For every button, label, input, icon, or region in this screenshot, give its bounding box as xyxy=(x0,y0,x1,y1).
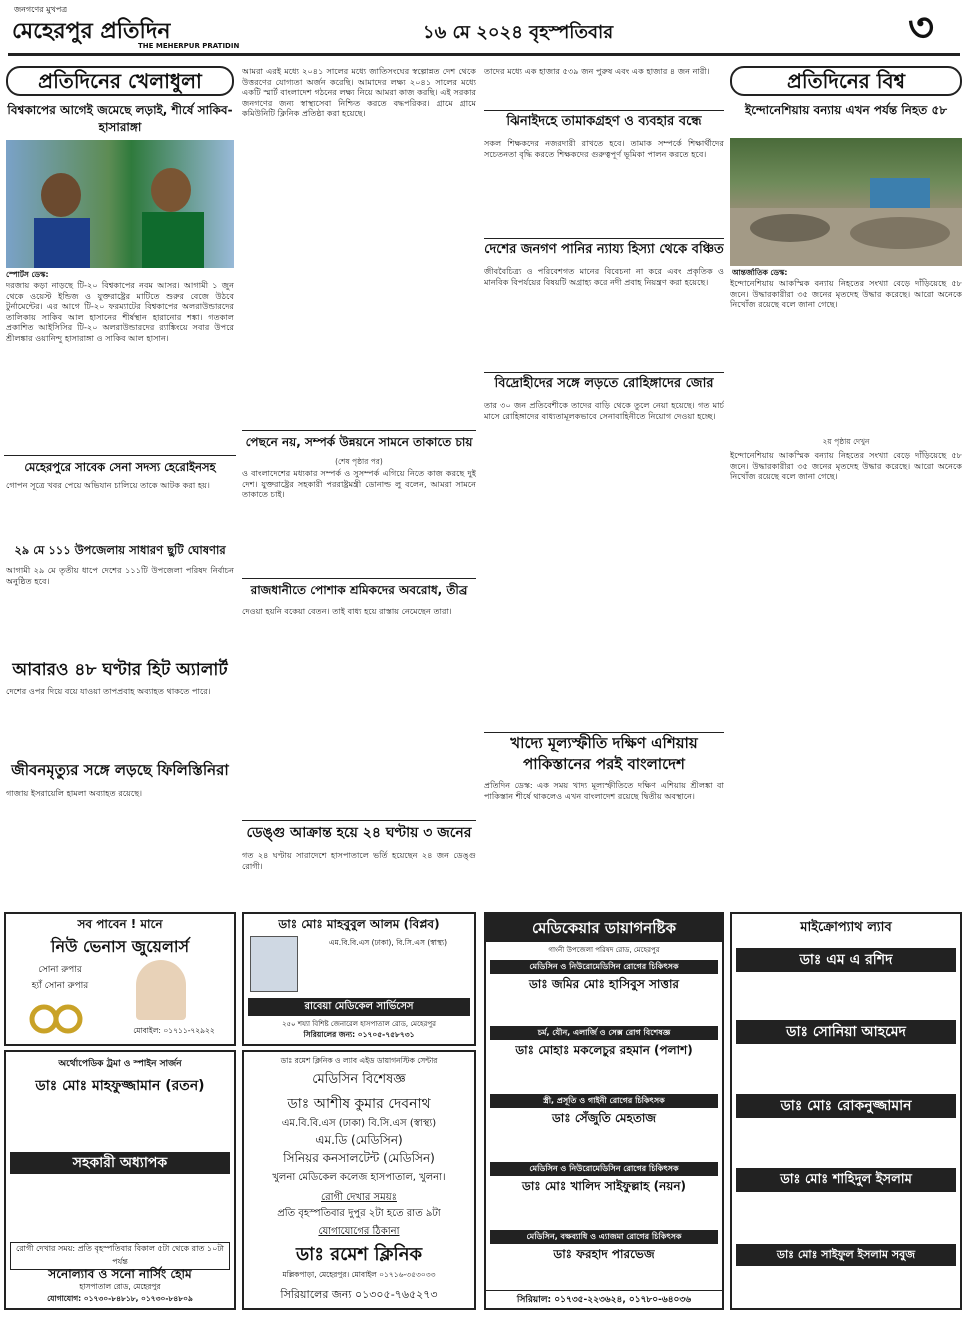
ortho-name: ডাঃ মোঃ মাহফুজ্জামান (রতন) xyxy=(35,1078,205,1094)
col3-headline-3: বিদ্রোহীদের সঙ্গে লড়তে রোহিঙ্গাদের জোর xyxy=(484,372,724,396)
microlab-title: মাইক্রোপ্যাথ ল্যাব xyxy=(800,920,892,935)
col2-body2: ও বাংলাদেশের মধ্যকার সম্পর্ক ও সুসম্পর্ক এগিয়ে নিতে কাজ করছে দুই দেশ। যুক্তরাষ্ট্রের সহকারী পররাষ্ট্রমন্ত্রী ডোনাল্ড লু বলেন, আমরা সামনে তাকাতে চাই। xyxy=(242,468,476,500)
world-body-2: ইন্দোনেশিয়ায় আকস্মিক বন্যায় নিহতের সংখ্যা বেড়ে দাঁড়িয়েছে ৫৮ জনে। উদ্ধারকারীরা ৩৫ জনের মৃতদেহ উদ্ধার করেছে। আরো অনেকে নিখোঁজ রয়েছে বলে জানা গেছে। xyxy=(730,450,962,482)
left-body-4: গাজায় ইসরায়েলি হামলা অব্যাহত রয়েছে। xyxy=(6,788,143,798)
ortho-top: অর্থোপেডিক ট্রমা ও স্পাইন সার্জন xyxy=(58,1059,182,1069)
col2-body: আমরা এরই মধ্যে ২০৪১ সালের মধ্যে জাতিসংঘের স্বল্পোন্নত দেশ থেকে উত্তরণের যোগ্যতা অর্জন করেছি। আমাদের লক্ষ্য ২০৪১ সালের মধ্যে একটি স্মার্ট বাংলাদেশ গঠনের লক্ষ্য নিয়ে আমরা কাজ করছি। এই সরকার জনগণের জন্য স্বাস্থ্যসেবা নিশ্চিত করতে বদ্ধপরিকর। গ্রামে গ্রামে কমিউনিটি ক্লিনিক প্রতিষ্ঠা করা হয়েছে। xyxy=(242,66,476,119)
ortho-ad xyxy=(4,1050,236,1310)
center-headline-1: রাজধানীতে পোশাক শ্রমিকদের অবরোধ, তীব্র xyxy=(242,578,476,602)
paper-name-en: THE MEHERPUR PRATIDIN xyxy=(138,42,240,50)
doctor1-serial: সিরিয়ালের জন্য: ০১৭০৫-৭৫৮৭৩১ xyxy=(303,1030,415,1039)
microlab-ad xyxy=(730,912,962,1310)
owner-photo xyxy=(136,960,186,1020)
doctor2-time-label: রোগী দেখার সময়ঃ xyxy=(321,1192,397,1203)
world-section-title: প্রতিদিনের বিশ্ব xyxy=(730,66,962,96)
left-headline-1: মেহেরপুরে সাবেক সেনা সদস্য হেরোইনসহ xyxy=(24,460,216,474)
left-body-1: গোপন সূত্রে খবর পেয়ে অভিযান চালিয়ে তাকে আটক করা হয়। xyxy=(6,480,210,490)
doctor2-deg1: এম.বি.বি.এস (ঢাকা) বি.সি.এস (স্বাস্থ্য) xyxy=(281,1118,437,1129)
doctor1-degree: এম.বি.বি.এস (ঢাকা), বি.সি.এস (স্বাস্থ্য) xyxy=(328,938,448,947)
col3-headline-4: খাদ্যে মূল্যস্ফীতি দক্ষিণ এশিয়ায় পাকিস্তানের পরই বাংলাদেশ xyxy=(484,732,724,776)
doctor2-serial: সিরিয়ালের জন্য ০১৩০৫-৭৬৫২৭৩ xyxy=(280,1288,438,1301)
diagnostic-sec5: মেডিসিন, বক্ষব্যাধি ও এ্যাজমা রোগের চিকিৎসক xyxy=(490,1230,718,1244)
doctor1-name: ডাঃ মোঃ মাহবুবুল আলম (বিপ্লব) xyxy=(278,917,440,931)
rings-icon xyxy=(16,1004,106,1034)
diagnostic-title: মেডিকেয়ার ডায়াগনষ্টিক xyxy=(486,914,722,942)
sports-desk: স্পোর্টস ডেস্ক: xyxy=(6,270,49,279)
doctor2-ad xyxy=(242,1050,476,1310)
diagnostic-sec2: চর্ম, যৌন, এলার্জি ও সেক্স রোগ বিশেষজ্ঞ xyxy=(490,1026,718,1040)
col3-body-2: জীববৈচিত্র্য ও পরিবেশগত মানের বিবেচনা না করে এবং প্রকৃতিক ও মানবিক বিপর্যয়ের বিষয়টি অগ্রাহ্য করে নদী প্রবাহ নিয়ন্ত্রণ করা হয়েছে। xyxy=(484,266,724,287)
world-body: ইন্দোনেশিয়ায় আকস্মিক বন্যায় নিহতের সংখ্যা বেড়ে দাঁড়িয়েছে ৫৮ জনে। উদ্ধারকারীরা ৩৫ জনের মৃতদেহ উদ্ধার করেছে। আরো অনেকে নিখোঁজ রয়েছে বলে জানা গেছে। xyxy=(730,278,962,310)
col3-headline-2: দেশের জনগণ পানির ন্যায্য হিস্যা থেকে বঞ্চিত xyxy=(484,238,724,262)
center-body-1: দেওয়া হয়নি বকেয়া বেতন। তাই বাধ্য হয়ে রাস্তায় নেমেছেন তারা। xyxy=(242,606,452,616)
masthead xyxy=(8,4,960,56)
jewellers-top: সব পাবেন ! মানে xyxy=(77,917,163,931)
diagnostic-doc4: ডাঃ মোঃ খালিদ সাইফুল্লাহ (নয়ন) xyxy=(522,1179,686,1193)
sports-body: দরজায় কড়া নাড়ছে টি-২০ বিশ্বকাপের নবম আসর। আগামী ১ জুন থেকে ওয়েস্ট ইন্ডিজ ও যুক্তরাষ্ট্রের মাটিতে শুরুর বেজে উঠবে টুর্নামেন্টের। এর আগে টি-২০ ফরম্যাটের বিশ্বকাপের অলরাউন্ডারদের তালিকায় সাকিব আল হাসানের শীর্ষস্থান হারানোর শঙ্কা। গতকাল প্রকাশিত আইসিসির টি-২০ অলরাউন্ডারদের র‍্যাঙ্কিংয়ে সবার উপরে শ্রীলঙ্কার ওয়ানিন্দু হাসারাঙ্গা ও সাকিব আল হাসান। xyxy=(6,280,234,343)
world-desk: আন্তর্জাতিক ডেস্ক: xyxy=(732,268,788,277)
ortho-address: হাসপাতাল রোড, মেহেরপুর xyxy=(79,1282,161,1291)
doctor2-name: ডাঃ আশীষ কুমার দেবনাথ xyxy=(287,1096,431,1112)
cricketers-image xyxy=(6,140,234,268)
microlab-doc3: ডাঃ মোঃ রোকনুজ্জামান xyxy=(736,1094,956,1118)
jewellers-phone: মোবাইল: ০১৭১১-৭২৯২২ xyxy=(133,1026,215,1035)
diagnostic-doc3: ডাঃ সেঁজুতি মেহতাজ xyxy=(551,1111,657,1125)
sports-section-title: প্রতিদিনের খেলাধুলা xyxy=(6,66,234,96)
left-body-2: আগামী ২৯ মে তৃতীয় ধাপে দেশের ১১১টি উপজেলা পরিষদ নির্বাচন অনুষ্ঠিত হবে। xyxy=(6,565,234,586)
ortho-phone: যোগাযোগ: ০১৭৩০-৮৪৮১৮, ০১৭৩০-৮৪৮০৯ xyxy=(47,1294,193,1303)
doctor2-hosp: খুলনা মেডিকেল কলেজ হাসপাতাল, খুলনা। xyxy=(272,1172,446,1183)
microlab-doc1: ডাঃ এম এ রশিদ xyxy=(736,948,956,972)
flood-image xyxy=(730,138,962,266)
diagnostic-subtitle: গাংনী উপজেলা পরিষদ রোড, মেহেরপুর xyxy=(548,946,660,954)
ortho-schedule: রোগী দেখার সময়: প্রতি বৃহস্পতিবার বিকাল ৫টা থেকে রাত ১০টা পর্যন্ত xyxy=(10,1242,230,1270)
doctor2-contact-label: যোগাযোগের ঠিকানা xyxy=(318,1226,400,1237)
microlab-doc5: ডাঃ মোঃ সাইফুল ইসলাম সবুজ xyxy=(736,1244,956,1266)
ortho-title: সহকারী অধ্যাপক xyxy=(10,1152,230,1174)
doctor2-time: প্রতি বৃহস্পতিবার দুপুর ২টা হতে রাত ৯টা xyxy=(277,1208,441,1219)
jewellers-line1: সোনা রুপার xyxy=(38,965,82,975)
doctor1-ad xyxy=(242,912,476,1046)
center-headline-2: ডেঙ্গু আক্রান্ত হয়ে ২৪ ঘণ্টায় ৩ জনের xyxy=(242,820,476,846)
left-body-3: দেশের ওপর দিয়ে বয়ে যাওয়া তাপপ্রবাহ অব্যাহত থাকতে পারে। xyxy=(6,686,211,696)
ortho-clinic: সনোল্যাব ও সনো নার্সিং হোম xyxy=(48,1267,192,1281)
flood-photo xyxy=(730,138,962,266)
world-continue: ২য় পৃষ্ঠায় দেখুন xyxy=(822,437,870,446)
doctor1-photo xyxy=(250,936,298,992)
doctor2-clinic: ডাঃ রমেশ ক্লিনিক xyxy=(295,1244,423,1265)
page-number: ৩ xyxy=(907,5,934,51)
tagline: জনগণের মুখপত্র xyxy=(14,5,68,14)
microlab-doc4: ডাঃ মোঃ শাহিদুল ইসলাম xyxy=(736,1168,956,1192)
diagnostic-doc2: ডাঃ মোহাঃ মকলেচুর রহমান (পলাশ) xyxy=(515,1043,693,1057)
left-headline-4: জীবনমৃত্যুর সঙ্গে লড়ছে ফিলিস্তিনিরা xyxy=(11,761,229,779)
col2-page-ref: (শেষ পৃষ্ঠার পর) xyxy=(335,457,383,466)
diagnostic-doc1: ডাঃ জমির মোঃ হাসিবুস সাত্তার xyxy=(528,977,680,991)
diagnostic-serial: সিরিয়াল: ০১৭৩৫-২২৩৬২৪, ০১৭৮০-৬৪০৩৬ xyxy=(486,1290,722,1308)
col3-top-body: তাদের মধ্যে এক হাজার ৫৩৯ জন পুরুষ এবং এক হাজার ৪ জন নারী। xyxy=(484,66,710,76)
diagnostic-sec4: মেডিসিন ও নিউরোমেডিসিন রোগের চিকিৎসক xyxy=(490,1162,718,1176)
microlab-doc2: ডাঃ সোনিয়া আহমেদ xyxy=(736,1020,956,1044)
diagnostic-sec3: স্ত্রী, প্রসূতি ও গাইনী রোগের চিকিৎসক xyxy=(490,1094,718,1108)
diagnostic-sec1: মেডিসিন ও নিউরোমেডিসিন রোগের চিকিৎসক xyxy=(490,960,718,974)
jewellers-ad xyxy=(4,912,236,1046)
diagnostic-doc5: ডাঃ ফরহাদ পারভেজ xyxy=(553,1247,655,1261)
diagnostic-ad xyxy=(484,912,724,1310)
jewellers-line2: হ্যাঁ সোনা রুপার xyxy=(31,981,89,991)
issue-date: ১৬ মে ২০২৪ বৃহস্পতিবার xyxy=(422,22,614,43)
col3-body-3: তার ৩০ জন প্রতিবেশীকে তাদের বাড়ি থেকে তুলে নেয়া হয়েছে। গত মার্চ মাসে রোহিঙ্গাদের বাধ্যতামূলকভাবে সেনাবাহিনীতে নিয়োগ দেওয়া হচ্ছে। xyxy=(484,400,724,421)
col3-body-1: সকল শিক্ষকদের নজরদারী রাখতে হবে। তামাক সম্পর্কে শিক্ষার্থীদের সচেতনতা বৃদ্ধি করতে শিক্ষকদের গুরুত্বপূর্ণ ভূমিকা পালন করতে হবে। xyxy=(484,138,724,159)
left-headline-2: ২৯ মে ১১১ উপজেলায় সাধারণ ছুটি ঘোষণার xyxy=(14,543,226,557)
center-body-2: গত ২৪ ঘণ্টায় সারাদেশে হাসপাতালে ভর্তি হয়েছেন ২৪ জন ডেঙ্গু রোগী। xyxy=(242,850,476,871)
sports-headline: বিশ্বকাপের আগেই জমেছে লড়াই, শীর্ষে সাকিব-হাসারাঙ্গা xyxy=(7,103,233,134)
doctor2-spec: মেডিসিন বিশেষজ্ঞ xyxy=(312,1072,406,1087)
doctor2-address: মল্লিকপাড়া, মেহেরপুর। মোবাইল ০১৭১৬-৩৫৩০৩৩ xyxy=(282,1270,436,1279)
jewellers-name: নিউ ভেনাস জুয়েলার্স xyxy=(50,937,190,956)
left-headline-3: আবারও ৪৮ ঘণ্টার হিট অ্যালার্ট xyxy=(12,660,228,680)
doctor2-top: ডাঃ রমেশ ক্লিনিক ও ল্যাব এইড ডায়াগনস্টিক সেন্টার xyxy=(280,1056,438,1065)
doctor1-address: ২৫০ শয্যা বিশিষ্ট জেনারেল হাসপাতাল রোড, মেহেরপুর xyxy=(281,1020,437,1028)
doctor2-post: সিনিয়র কনসালটেন্ট (মেডিসিন) xyxy=(283,1151,435,1165)
paper-name: মেহেরপুর প্রতিদিন xyxy=(12,18,171,44)
col3-headline-1: ঝিনাইদহে তামাকগ্রহণ ও ব্যবহার বন্ধে xyxy=(484,110,724,134)
world-headline: ইন্দোনেশিয়ায় বন্যায় এখন পর্যন্ত নিহত ৫৮ xyxy=(744,103,948,117)
sports-photo xyxy=(6,140,234,268)
col2-headline: পেছনে নয়, সম্পর্ক উন্নয়নে সামনে তাকাতে চায় xyxy=(242,430,476,454)
doctor2-deg2: এম.ডি (মেডিসিন) xyxy=(315,1133,403,1147)
col3-body-4: প্রতিদিন ডেস্ক: এক সময় খাদ্য মূল্যস্ফীতিতে দক্ষিণ এশিয়ায় শ্রীলঙ্কা বা পাকিস্তান শীর্ষে থাকলেও এখন বাংলাদেশ রয়েছে দ্বিতীয় অবস্থানে। xyxy=(484,780,724,801)
doctor1-clinic: রাবেয়া মেডিকেল সার্ভিসেস xyxy=(248,998,470,1016)
